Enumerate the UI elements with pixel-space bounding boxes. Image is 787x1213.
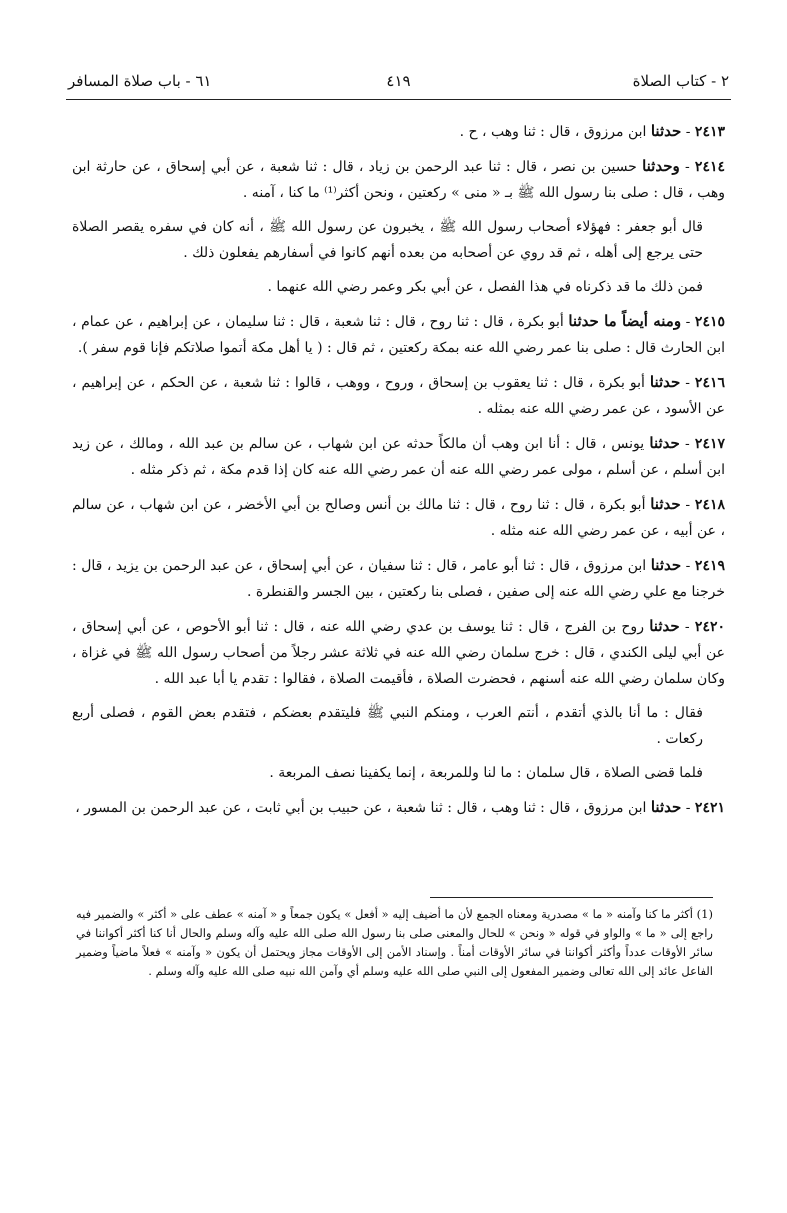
hadith-2418: ٢٤١٨ - حدثنا أبو بكرة ، قال : ثنا روح ، قال : ثنا مالك بن أنس وصالح بن أبي الأخضر ، عن ابن شهاب ، عن سالم ، عن أبيه ، عن عمر رضي الله عنه مثله . — [72, 495, 725, 539]
hadith-number: ٢٤١٣ — [694, 124, 725, 140]
commentary-paragraph — [72, 214, 725, 266]
hadith-number: ٢٤٢١ — [694, 800, 725, 816]
chapter-title: ٢ - كتاب الصلاة — [632, 72, 729, 90]
commentary-paragraph — [72, 274, 725, 300]
commentary-paragraph — [72, 760, 725, 786]
hadith-number: ٢٤٢٠ — [694, 619, 725, 635]
commentary-text: قال أبو جعفر : فهؤلاء أصحاب رسول الله ﷺ ، يخبرون عن رسول الله ﷺ ، أنه كان في سفره يقصر الصلاة حتى يرجع إلى أهله ، ثم قد روي عن أصحابه من بعده أنهم كانوا في أسفارهم يفعلون ذلك . — [72, 219, 703, 261]
main-text — [72, 118, 725, 829]
hadith-text: يونس ، قال : أنا ابن وهب أن مالكاً حدثه عن ابن شهاب ، عن سالم بن عبد الله ، ومالك ، عن زيد ابن أسلم ، عن أسلم ، مولى عمر رضي الله عنه أن عمر رضي الله عنه كان إذا قدم مكة ، ثم ذكر مثله . — [72, 436, 725, 478]
narration-keyword: ومنه أيضاً ما حدثنا — [568, 312, 682, 330]
page-number: ٤١٩ — [386, 72, 411, 90]
footnote: (1) أكثر ما كنا وآمنه « ما » مصدرية ومعناه الجمع لأن ما أضيف إليه « أفعل » يكون جمعاً و « آمنه » عطف على « أكثر » والضمير فيه راجع إلى « ما » والواو في قوله « ونحن » للحال والمعنى صلى بنا رسول الله صلى الله عليه وآله وسلم والحال أنا كنا أكثر أكواننا في سائر الأوقات عدداً وأكثر أكواننا في سائر الأوقات أمناً . وإسناد الأمن إلى الأوقات مجاز ويحتمل أن يكون « وآمنه » فعلاً ماضياً وضمير الفاعل عائد إلى الله تعالى وضمير المفعول إلى النبي صلى الله عليه وسلم أي وآمن الله نبيه صلى الله عليه وآله وسلم . — [76, 907, 713, 978]
hadith-number: ٢٤١٩ — [694, 558, 725, 574]
hadith-2414: ٢٤١٤ - وحدثنا حسين بن نصر ، قال : ثنا عبد الرحمن بن زياد ، قال : ثنا شعبة ، عن أبي إسحاق ، عن حارثة ابن وهب ، قال : صلى بنا رسول الله ﷺ بـ « منى » ركعتين ، ونحن أكثر⁽¹⁾ ما كنا ، آمنه . — [72, 157, 725, 201]
commentary-text: فلما قضى الصلاة ، قال سلمان : ما لنا وللمربعة ، إنما يكفينا نصف المربعة . — [269, 765, 703, 781]
commentary-paragraph — [72, 700, 725, 752]
hadith-number: ٢٤١٥ — [694, 314, 725, 330]
narration-keyword: حدثنا — [649, 373, 681, 391]
hadith-number: ٢٤١٦ — [694, 375, 725, 391]
section-title: ٦١ - باب صلاة المسافر — [68, 72, 212, 90]
commentary-text: فقال : ما أنا بالذي أتقدم ، أنتم العرب ، ومنكم النبي ﷺ فليتقدم بعضكم ، فتقدم بعض القوم ، فصلى أربع ركعات . — [72, 705, 703, 747]
hadith-number: ٢٤١٨ — [694, 497, 725, 513]
narration-keyword: حدثنا — [650, 495, 681, 513]
header-divider — [66, 99, 731, 100]
narration-keyword: حدثنا — [650, 122, 682, 140]
hadith-2413: ٢٤١٣ - حدثنا ابن مرزوق ، قال : ثنا وهب ، ح . — [459, 122, 725, 140]
hadith-number: ٢٤١٤ — [694, 159, 725, 175]
hadith-2419: ٢٤١٩ - حدثنا ابن مرزوق ، قال : ثنا أبو عامر ، قال : ثنا سفيان ، عن أبي إسحاق ، عن عبد الرحمن بن يزيد ، قال : خرجنا مع علي رضي الله عنه إلى صفين ، فصلى بنا ركعتين ، بين الجسر والقنطرة . — [72, 556, 725, 600]
hadith-text: أبو بكرة ، قال : ثنا روح ، قال : ثنا شعبة ، قال : ثنا سليمان ، عن إبراهيم ، عن عمام ، ابن الحارث قال : صلى بنا عمر رضي الله عنه بمكة ركعتين ، ثم قال : ( يا أهل مكة أتموا صلاتكم فإنا قوم سفر ). — [72, 314, 725, 356]
hadith-text: ابن مرزوق ، قال : ثنا وهب ، قال : ثنا شعبة ، عن حبيب بن أبي ثابت ، عن عبد الرحمن بن المسور ، — [75, 800, 647, 816]
narration-keyword: حدثنا — [649, 434, 680, 452]
hadith-number: ٢٤١٧ — [694, 436, 725, 452]
hadith-text: ابن مرزوق ، قال : ثنا أبو عامر ، قال : ثنا سفيان ، عن أبي إسحاق ، عن عبد الرحمن بن يزيد ، قال : خرجنا مع علي رضي الله عنه إلى صفين ، فصلى بنا ركعتين ، بين الجسر والقنطرة . — [72, 558, 725, 600]
narration-keyword: حدثنا — [649, 617, 680, 635]
narration-keyword: وحدثنا — [642, 157, 680, 175]
hadith-text: أبو بكرة ، قال : ثنا يعقوب بن إسحاق ، وروح ، ووهب ، قالوا : ثنا شعبة ، عن الحكم ، عن إبراهيم ، عن الأسود ، عن عمر رضي الله عنه بمثله . — [72, 375, 725, 417]
hadith-text: حسين بن نصر ، قال : ثنا عبد الرحمن بن زياد ، قال : ثنا شعبة ، عن أبي إسحاق ، عن حارثة ابن وهب ، قال : صلى بنا رسول الله ﷺ بـ « منى » ركعتين ، ونحن أكثر⁽¹⁾ ما كنا ، آمنه . — [72, 159, 725, 201]
commentary-text: فمن ذلك ما قد ذكرناه في هذا الفصل ، عن أبي بكر وعمر رضي الله عنهما . — [267, 279, 703, 295]
hadith-2421: ٢٤٢١ - حدثنا ابن مرزوق ، قال : ثنا وهب ، قال : ثنا شعبة ، عن حبيب بن أبي ثابت ، عن عبد الرحمن بن المسور ، — [75, 798, 725, 816]
hadith-2417: ٢٤١٧ - حدثنا يونس ، قال : أنا ابن وهب أن مالكاً حدثه عن ابن شهاب ، عن سالم بن عبد الله ، ومالك ، عن زيد ابن أسلم ، عن أسلم ، مولى عمر رضي الله عنه أن عمر رضي الله عنه كان إذا قدم مكة ، ثم ذكر مثله . — [72, 434, 725, 478]
page-header — [68, 70, 729, 100]
hadith-2416: ٢٤١٦ - حدثنا أبو بكرة ، قال : ثنا يعقوب بن إسحاق ، وروح ، ووهب ، قالوا : ثنا شعبة ، عن الحكم ، عن إبراهيم ، عن الأسود ، عن عمر رضي الله عنه بمثله . — [72, 373, 725, 417]
footnote-divider — [430, 897, 713, 898]
hadith-text: ابن مرزوق ، قال : ثنا وهب ، ح . — [459, 124, 647, 140]
hadith-text: أبو بكرة ، قال : ثنا روح ، قال : ثنا مالك بن أنس وصالح بن أبي الأخضر ، عن ابن شهاب ، عن سالم ، عن أبيه ، عن عمر رضي الله عنه مثله . — [72, 497, 725, 539]
hadith-2420: ٢٤٢٠ - حدثنا روح بن الفرج ، قال : ثنا يوسف بن عدي رضي الله عنه ، قال : ثنا أبو الأحوص ، عن أبي إسحاق ، عن أبي ليلى الكندي ، قال : خرج سلمان رضي الله عنه في ثلاثة عشر رجلاً من أصحاب رسول الله ﷺ في غزاة ، وكان سلمان رضي الله عنه أسنهم ، فحضرت الصلاة ، فأقيمت الصلاة ، فقالوا : تقدم يا أبا عبد الله . — [72, 617, 725, 687]
hadith-text: روح بن الفرج ، قال : ثنا يوسف بن عدي رضي الله عنه ، قال : ثنا أبو الأحوص ، عن أبي إسحاق ، عن أبي ليلى الكندي ، قال : خرج سلمان رضي الله عنه في ثلاثة عشر رجلاً من أصحاب رسول الله ﷺ في غزاة ، وكان سلمان رضي الله عنه أسنهم ، فحضرت الصلاة ، فأقيمت الصلاة ، فقالوا : تقدم يا أبا عبد الله . — [72, 619, 725, 687]
hadith-2415: ٢٤١٥ - ومنه أيضاً ما حدثنا أبو بكرة ، قال : ثنا روح ، قال : ثنا شعبة ، قال : ثنا سليمان ، عن إبراهيم ، عن عمام ، ابن الحارث قال : صلى بنا عمر رضي الله عنه بمكة ركعتين ، ثم قال : ( يا أهل مكة أتموا صلاتكم فإنا قوم سفر ). — [72, 312, 725, 356]
narration-keyword: حدثنا — [650, 556, 682, 574]
narration-keyword: حدثنا — [650, 798, 682, 816]
